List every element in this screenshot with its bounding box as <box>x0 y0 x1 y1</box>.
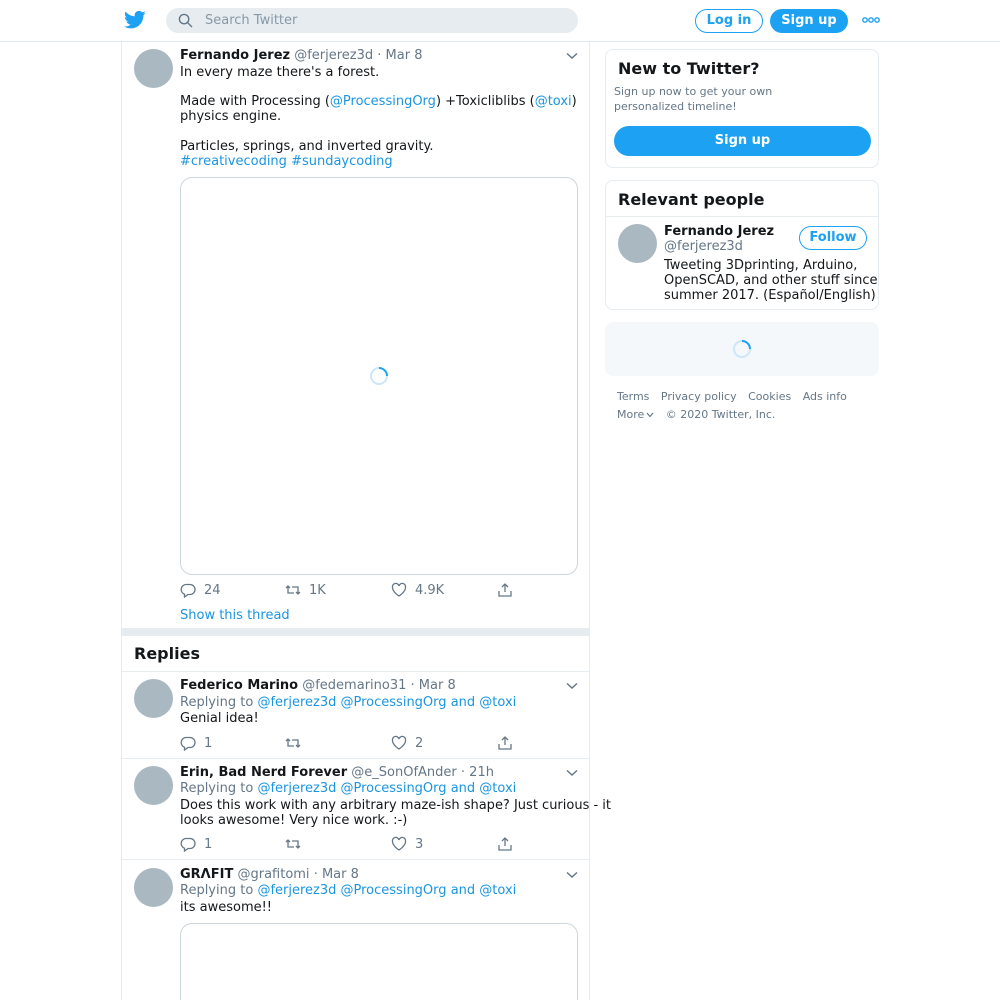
section-divider <box>122 628 589 636</box>
relevant-people-card <box>605 180 879 310</box>
like-count: 3 <box>415 836 424 852</box>
like-button[interactable] <box>391 836 423 852</box>
card-title: Relevant people <box>618 190 765 209</box>
reply-text: its awesome!! <box>180 900 273 915</box>
tweet-text-line1: In every maze there's a forest. <box>180 65 380 80</box>
author-name[interactable]: Federico Marino <box>180 678 299 693</box>
share-button[interactable] <box>497 582 513 598</box>
footer-privacy-link[interactable]: Privacy policy <box>660 390 737 403</box>
mention-link[interactable]: @toxi <box>479 781 517 796</box>
chevron-down-icon[interactable] <box>566 871 578 879</box>
heart-icon <box>391 735 407 751</box>
replying-to: Replying to @ferjerez3d @ProcessingOrg and @toxi <box>180 883 517 898</box>
tweet-header <box>180 48 423 63</box>
retweet-button[interactable] <box>285 735 301 751</box>
hashtag-link[interactable]: #sundaycoding <box>291 154 393 169</box>
signup-button[interactable]: Sign up <box>614 126 871 156</box>
mention-link[interactable]: @ProcessingOrg <box>340 883 447 898</box>
reply-text-line2: looks awesome! Very nice work. :-) <box>180 813 408 828</box>
reply-count: 1 <box>204 836 213 852</box>
heart-icon <box>391 836 407 852</box>
chevron-down-icon[interactable] <box>566 52 578 60</box>
share-icon <box>497 582 513 598</box>
bio-line3: summer 2017. (Español/English) <box>664 288 876 303</box>
mention-link[interactable]: @ProcessingOrg <box>340 695 447 710</box>
footer-secondary <box>617 408 783 421</box>
loading-spinner-icon <box>732 339 752 359</box>
author-name[interactable]: Erin, Bad Nerd Forever <box>180 765 348 780</box>
share-button[interactable] <box>497 735 513 751</box>
author-handle[interactable]: @ferjerez3d <box>294 48 374 63</box>
replying-to: Replying to @ferjerez3d @ProcessingOrg and @toxi <box>180 695 517 710</box>
tweet-header <box>180 867 359 882</box>
share-icon <box>497 735 513 751</box>
reply-button[interactable] <box>180 582 221 598</box>
share-button[interactable] <box>497 836 513 852</box>
replying-to: Replying to @ferjerez3d @ProcessingOrg and @toxi <box>180 781 517 796</box>
reply-count: 1 <box>204 735 213 751</box>
retweet-icon <box>285 582 301 598</box>
like-button[interactable] <box>391 582 444 598</box>
avatar[interactable] <box>134 868 173 907</box>
tweet-header <box>180 678 456 693</box>
tweet-text-line4: Particles, springs, and inverted gravity. <box>180 139 434 154</box>
search-placeholder: Search Twitter <box>205 13 298 28</box>
top-header <box>0 0 1000 42</box>
person-name[interactable]: Fernando Jerez <box>664 224 775 239</box>
reply-icon <box>180 836 196 852</box>
hashtag-link[interactable]: #creativecoding <box>180 154 287 169</box>
footer-more-link[interactable]: More <box>617 408 654 421</box>
footer-links <box>617 390 855 403</box>
footer-terms-link[interactable]: Terms <box>617 390 650 403</box>
show-thread-link[interactable]: Show this thread <box>180 608 290 623</box>
footer-cookies-link[interactable]: Cookies <box>748 390 792 403</box>
divider <box>606 216 878 217</box>
search-input[interactable] <box>166 8 578 33</box>
mention-link[interactable]: @toxi <box>479 695 517 710</box>
media-container[interactable] <box>180 177 578 575</box>
bio-line2: OpenSCAD, and other stuff since <box>664 273 878 288</box>
retweet-count: 1K <box>309 582 326 598</box>
author-name[interactable]: GRΛFIT <box>180 867 234 882</box>
avatar[interactable] <box>134 49 173 88</box>
like-button[interactable] <box>391 735 423 751</box>
retweet-icon <box>285 735 301 751</box>
divider <box>122 859 589 860</box>
loading-spinner-icon <box>369 366 389 386</box>
media-container[interactable] <box>180 923 578 1000</box>
reply-button[interactable] <box>180 735 212 751</box>
avatar[interactable] <box>618 224 657 263</box>
reply-button[interactable] <box>180 836 212 852</box>
tweet-date[interactable]: · Mar 8 <box>377 48 423 63</box>
tweet-header <box>180 765 494 780</box>
divider <box>122 671 589 672</box>
card-subtitle: Sign up now to get your own personalized timeline! <box>614 85 773 113</box>
share-icon <box>497 836 513 852</box>
follow-button[interactable]: Follow <box>799 226 867 250</box>
avatar[interactable] <box>134 679 173 718</box>
like-count: 2 <box>415 735 424 751</box>
signup-button[interactable]: Sign up <box>770 9 848 33</box>
tweet-text-line2: Made with Processing (@ProcessingOrg) +Toxicliblibs (@toxi) <box>180 94 577 109</box>
mention-link[interactable]: @ferjerez3d <box>257 781 337 796</box>
signup-card <box>605 49 879 168</box>
reply-text-line1: Does this work with any arbitrary maze-ish shape? Just curious - it <box>180 798 612 813</box>
twitter-bird-icon[interactable] <box>124 10 146 30</box>
mention-link[interactable]: @ProcessingOrg <box>340 781 447 796</box>
person-handle[interactable]: @ferjerez3d <box>664 239 743 254</box>
retweet-button[interactable] <box>285 836 301 852</box>
bio-line1: Tweeting 3Dprinting, Arduino, <box>664 258 858 273</box>
mention-link[interactable]: @toxi <box>479 883 517 898</box>
chevron-down-icon[interactable] <box>566 769 578 777</box>
reply-count: 24 <box>204 582 221 598</box>
chevron-down-icon <box>646 412 654 418</box>
reply-icon <box>180 582 196 598</box>
footer-ads-link[interactable]: Ads info <box>802 390 847 403</box>
login-button[interactable]: Log in <box>695 9 763 33</box>
search-icon <box>178 13 193 28</box>
divider <box>122 758 589 759</box>
mention-link[interactable]: @toxi <box>534 94 572 109</box>
loading-card <box>605 322 879 376</box>
card-title: New to Twitter? <box>618 59 760 78</box>
chevron-down-icon[interactable] <box>566 682 578 690</box>
mention-link[interactable]: @ProcessingOrg <box>329 94 436 109</box>
more-dots-icon[interactable] <box>862 13 880 27</box>
copyright: © 2020 Twitter, Inc. <box>665 408 776 421</box>
tweet-date[interactable]: · Mar 8 <box>410 678 456 693</box>
author-handle[interactable]: @e_SonOfAnder <box>351 765 457 780</box>
avatar[interactable] <box>134 766 173 805</box>
author-name[interactable]: Fernando Jerez <box>180 48 291 63</box>
retweet-button[interactable] <box>285 582 326 598</box>
author-handle[interactable]: @grafitomi <box>237 867 310 882</box>
replies-heading: Replies <box>134 644 200 663</box>
author-handle[interactable]: @fedemarino31 <box>302 678 407 693</box>
tweet-date[interactable]: · Mar 8 <box>313 867 359 882</box>
mention-link[interactable]: @ferjerez3d <box>257 883 337 898</box>
like-count: 4.9K <box>415 582 445 598</box>
hashtags <box>180 154 393 169</box>
tweet-text-line3: physics engine. <box>180 109 282 124</box>
reply-text: Genial idea! <box>180 711 259 726</box>
reply-icon <box>180 735 196 751</box>
retweet-icon <box>285 836 301 852</box>
mention-link[interactable]: @ferjerez3d <box>257 695 337 710</box>
main-column <box>121 42 612 1000</box>
tweet-date[interactable]: · 21h <box>460 765 494 780</box>
heart-icon <box>391 582 407 598</box>
